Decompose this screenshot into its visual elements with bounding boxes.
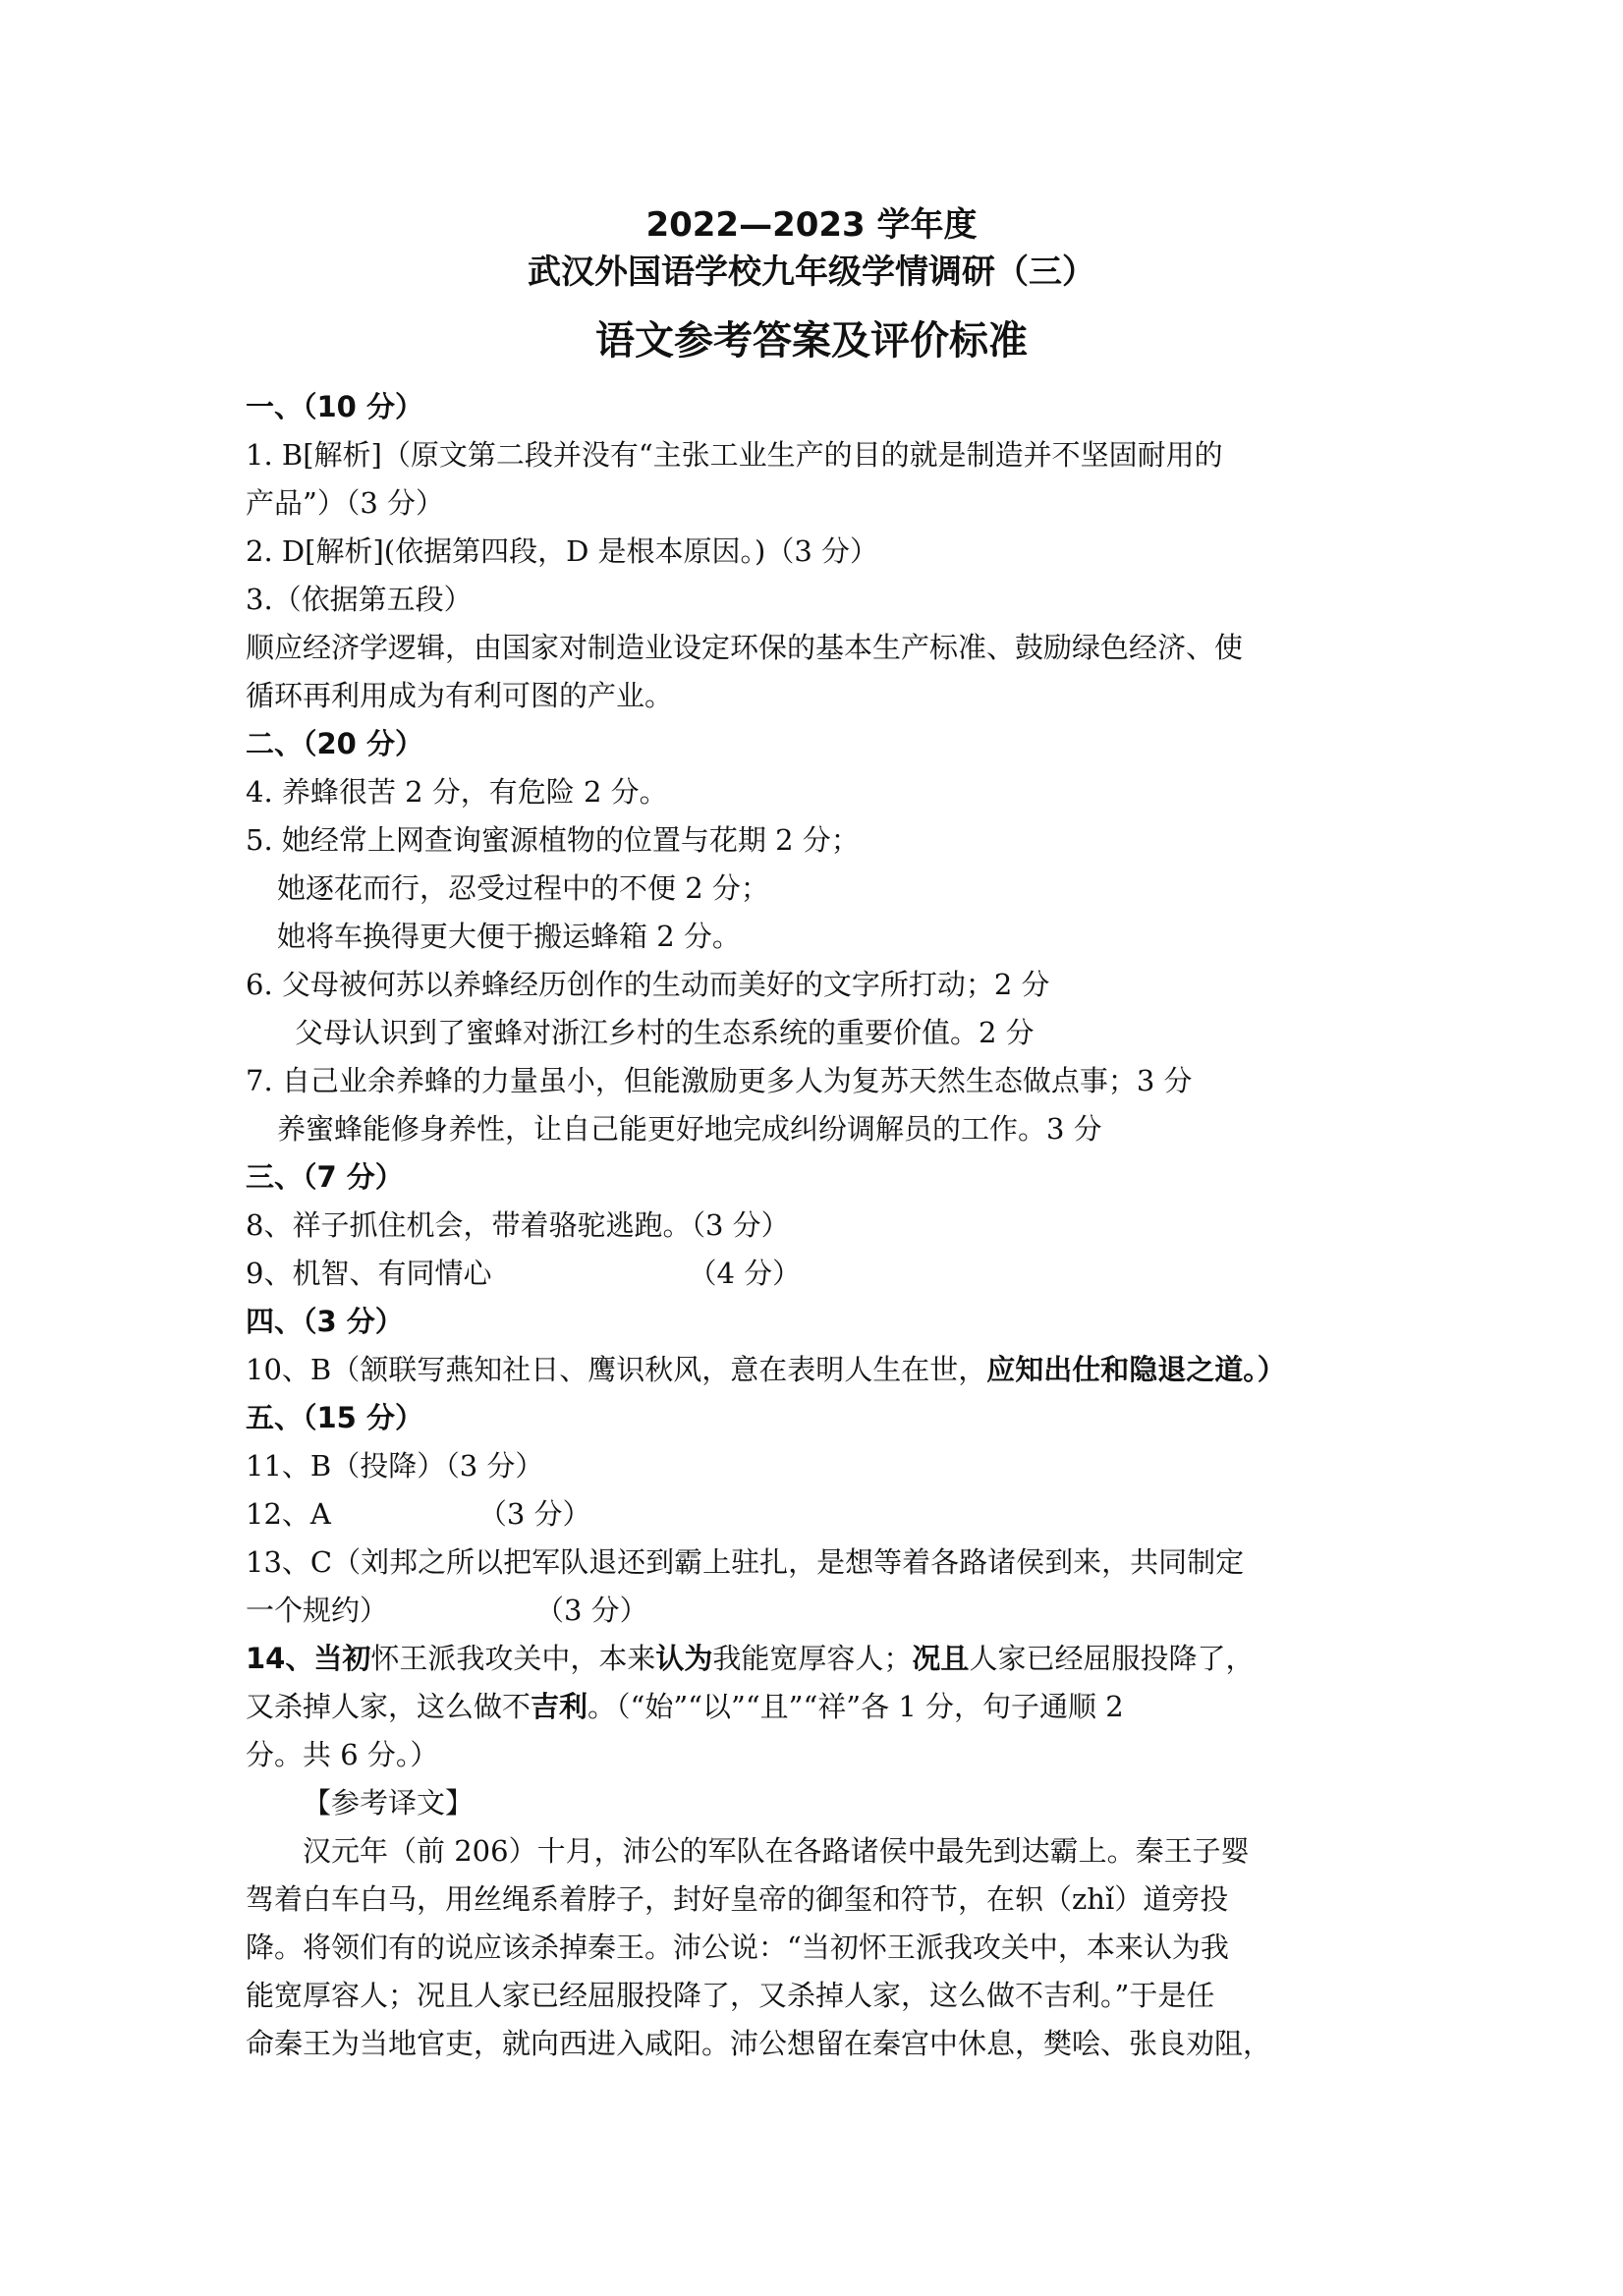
translation-line: 驾着白车白马，用丝绳系着脖子，封好皇帝的御玺和符节，在轵（zhǐ）道旁投 bbox=[246, 1882, 1229, 1916]
answer-line: 11、B（投降）（3 分） bbox=[246, 1449, 544, 1483]
keyword-bold: 认为 bbox=[655, 1642, 713, 1675]
answer-line bbox=[246, 1683, 1385, 1731]
answer-line: 3.（依据第五段） bbox=[246, 583, 473, 616]
answer-text: 14、 bbox=[246, 1642, 314, 1675]
section-heading: 一、（10 分） bbox=[246, 390, 423, 423]
answer-line: 5. 她经常上网查询蜜源植物的位置与花期 2 分； bbox=[246, 823, 860, 857]
answer-text: 9、机智、有同情心 bbox=[246, 1257, 492, 1290]
answer-line: 13、C（刘邦之所以把军队退还到霸上驻扎，是想等着各路诸侯到来，共同制定 bbox=[246, 1545, 1245, 1579]
answer-text: 人家已经屈服投降了， bbox=[969, 1642, 1255, 1675]
answer-line: 1. B[解析]（原文第二段并没有“主张工业生产的目的就是制造并不坚固耐用的 bbox=[246, 438, 1223, 472]
answer-line: 养蜜蜂能修身养性，让自己能更好地完成纠纷调解员的工作。3 分 bbox=[277, 1112, 1102, 1146]
translation-line: 汉元年（前 206）十月，沛公的军队在各路诸侯中最先到达霸上。秦王子婴 bbox=[303, 1834, 1250, 1868]
answer-line bbox=[246, 1490, 1385, 1539]
answer-line bbox=[246, 1587, 1385, 1635]
answer-line: 顺应经济学逻辑，由国家对制造业设定环保的基本生产标准、鼓励绿色经济、使 bbox=[246, 631, 1244, 664]
answer-line: 父母认识到了蜜蜂对浙江乡村的生态系统的重要价值。2 分 bbox=[295, 1016, 1035, 1049]
answer-text: 。（“始”“以”“且”“祥”各 1 分，句子通顺 2 bbox=[588, 1690, 1124, 1723]
title-block bbox=[0, 201, 1623, 368]
answer-line: 8、祥子抓住机会，带着骆驼逃跑。（3 分） bbox=[246, 1208, 790, 1242]
answer-text: 我能宽厚容人； bbox=[712, 1642, 913, 1675]
score-text: （4 分） bbox=[688, 1257, 802, 1290]
section-heading: 四、（3 分） bbox=[246, 1305, 404, 1338]
reference-translation-heading: 【参考译文】 bbox=[303, 1786, 475, 1820]
answer-line: 6. 父母被何苏以养蜂经历创作的生动而美好的文字所打动；2 分 bbox=[246, 968, 1050, 1001]
answer-bold-text: 应知出仕和隐退之道。） bbox=[986, 1353, 1286, 1386]
answer-line: 4. 养蜂很苦 2 分，有危险 2 分。 bbox=[246, 775, 668, 809]
answer-text: 10、B（颔联写燕知社日、鹰识秋风，意在表明人生在世， bbox=[246, 1353, 987, 1386]
score-text: （3 分） bbox=[477, 1497, 591, 1531]
answer-text: 一个规约） bbox=[246, 1594, 389, 1627]
translation-line: 命秦王为当地官吏，就向西进入咸阳。沛公想留在秦宫中休息，樊哙、张良劝阻， bbox=[246, 2027, 1272, 2060]
answer-line: 分。共 6 分。） bbox=[246, 1738, 439, 1771]
document-title: 语文参考答案及评价标准 bbox=[595, 318, 1028, 364]
score-text: （3 分） bbox=[535, 1594, 648, 1627]
answer-text: 又杀掉人家，这么做不 bbox=[246, 1690, 532, 1723]
translation-line: 能宽厚容人；况且人家已经屈服投降了，又杀掉人家，这么做不吉利。”于是任 bbox=[246, 1979, 1215, 2012]
answer-text: 怀王派我攻关中，本来 bbox=[370, 1642, 656, 1675]
answer-text: 12、A bbox=[246, 1497, 331, 1531]
answer-line: 循环再利用成为有利可图的产业。 bbox=[246, 679, 674, 712]
answer-content bbox=[246, 383, 1385, 2068]
section-heading: 二、（20 分） bbox=[246, 727, 423, 760]
translation-line: 降。将领们有的说应该杀掉秦王。沛公说：“当初怀王派我攻关中，本来认为我 bbox=[246, 1931, 1229, 1964]
answer-line: 她逐花而行，忍受过程中的不便 2 分； bbox=[277, 871, 769, 905]
section-heading: 五、（15 分） bbox=[246, 1401, 423, 1434]
answer-line: 2. D[解析](依据第四段，D 是根本原因。)（3 分） bbox=[246, 534, 879, 568]
academic-year: 2022—2023 学年度 bbox=[645, 205, 978, 245]
answer-line bbox=[246, 1635, 1385, 1683]
answer-line: 7. 自己业余养蜂的力量虽小，但能激励更多人为复苏天然生态做点事；3 分 bbox=[246, 1064, 1193, 1097]
section-heading: 三、（7 分） bbox=[246, 1160, 404, 1194]
answer-line bbox=[246, 1250, 1385, 1298]
school-exam-title: 武汉外国语学校九年级学情调研（三） bbox=[528, 252, 1095, 292]
keyword-bold: 当初 bbox=[313, 1642, 371, 1675]
answer-line bbox=[246, 1346, 1385, 1394]
answer-line: 她将车换得更大便于搬运蜂箱 2 分。 bbox=[277, 920, 741, 953]
keyword-bold: 吉利 bbox=[531, 1690, 588, 1723]
keyword-bold: 况且 bbox=[912, 1642, 970, 1675]
answer-line: 产品”）（3 分） bbox=[246, 486, 444, 520]
